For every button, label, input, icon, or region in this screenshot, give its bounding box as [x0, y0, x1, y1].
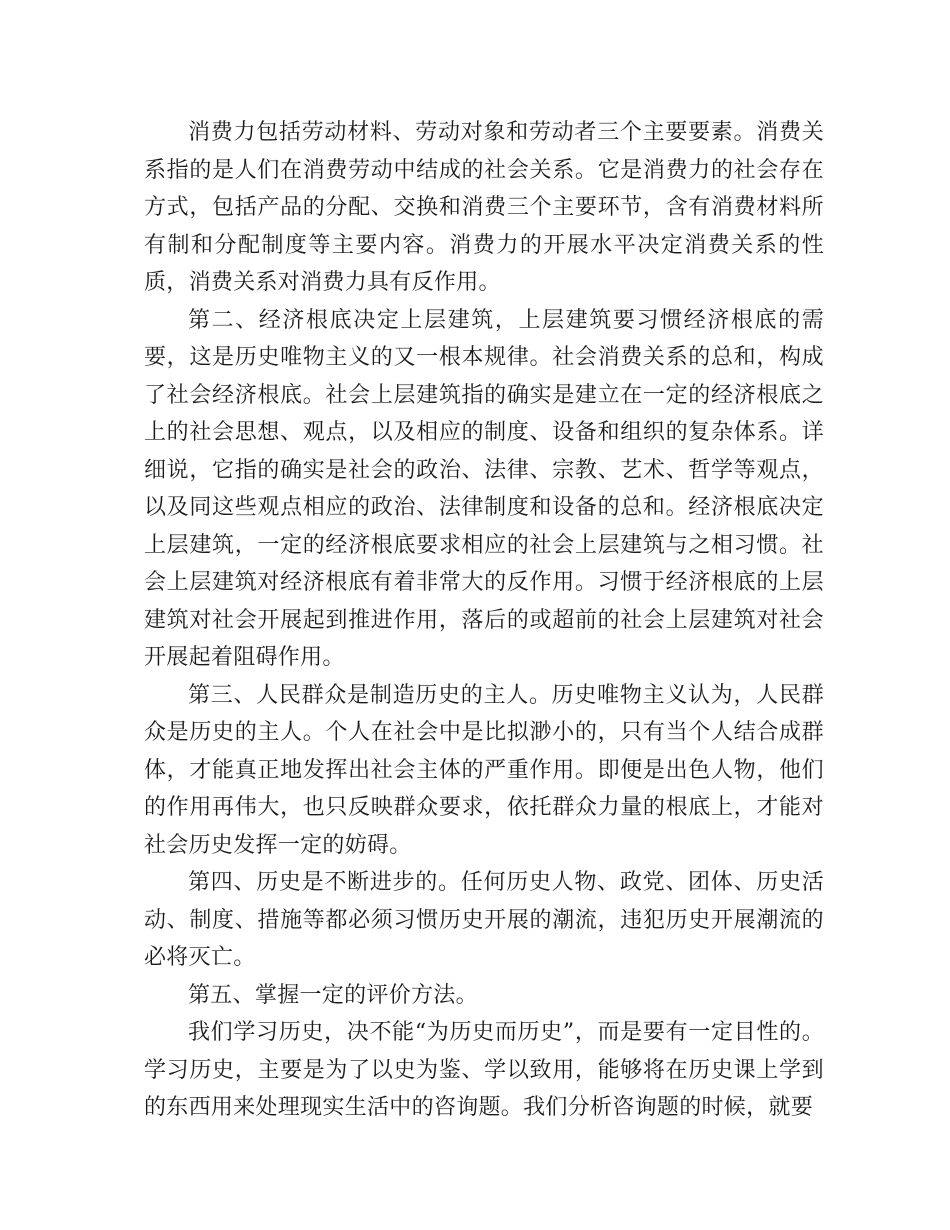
- paragraph-fourth-point: 第四、历史是不断进步的。任何历史人物、政党、团体、历史活动、制度、措施等都必须习惯历史开展的潮流，违犯历史开展潮流的必将灭亡。: [144, 870, 824, 970]
- paragraph-learning-history: 我们学习历史，决不能“为历史而历史”，而是要有一定目性的。学习历史，主要是为了以史为鉴、学以致用，能够将在历史课上学到的东西用来处理现实生活中的咨询题。我们分析咨询题的时候，就要: [144, 1020, 824, 1120]
- document-body: [144, 114, 824, 1127]
- paragraph-fifth-point: 第五、掌握一定的评价方法。: [188, 982, 478, 1008]
- paragraph-third-point: 第三、人民群众是制造历史的主人。历史唯物主义认为，人民群众是历史的主人。个人在社会中是比拟渺小的，只有当个人结合成群体，才能真正地发挥出社会主体的严重作用。即便是出色人物，他们的作用再伟大，也只反映群众要求，依托群众力量的根底上，才能对社会历史发挥一定的妨碍。: [144, 682, 824, 858]
- paragraph-productive-forces: 消费力包括劳动材料、劳动对象和劳动者三个主要要素。消费关系指的是人们在消费劳动中结成的社会关系。它是消费力的社会存在方式，包括产品的分配、交换和消费三个主要环节，含有消费材料所有制和分配制度等主要内容。消费力的开展水平决定消费关系的性质，消费关系对消费力具有反作用。: [144, 120, 824, 295]
- paragraph-second-point: 第二、经济根底决定上层建筑，上层建筑要习惯经济根底的需要，这是历史唯物主义的又一根本规律。社会消费关系的总和，构成了社会经济根底。社会上层建筑指的确实是建立在一定的经济根底之上的社会思想、观点，以及相应的制度、设备和组织的复杂体系。详细说，它指的确实是社会的政治、法律、宗教、艺术、哲学等观点，以及同这些观点相应的政治、法律制度和设备的总和。经济根底决定上层建筑，一定的经济根底要求相应的社会上层建筑与之相习惯。社会上层建筑对经济根底有着非常大的反作用。习惯于经济根底的上层建筑对社会开展起到推进作用，落后的或超前的社会上层建筑对社会开展起着阻碍作用。: [144, 307, 824, 670]
